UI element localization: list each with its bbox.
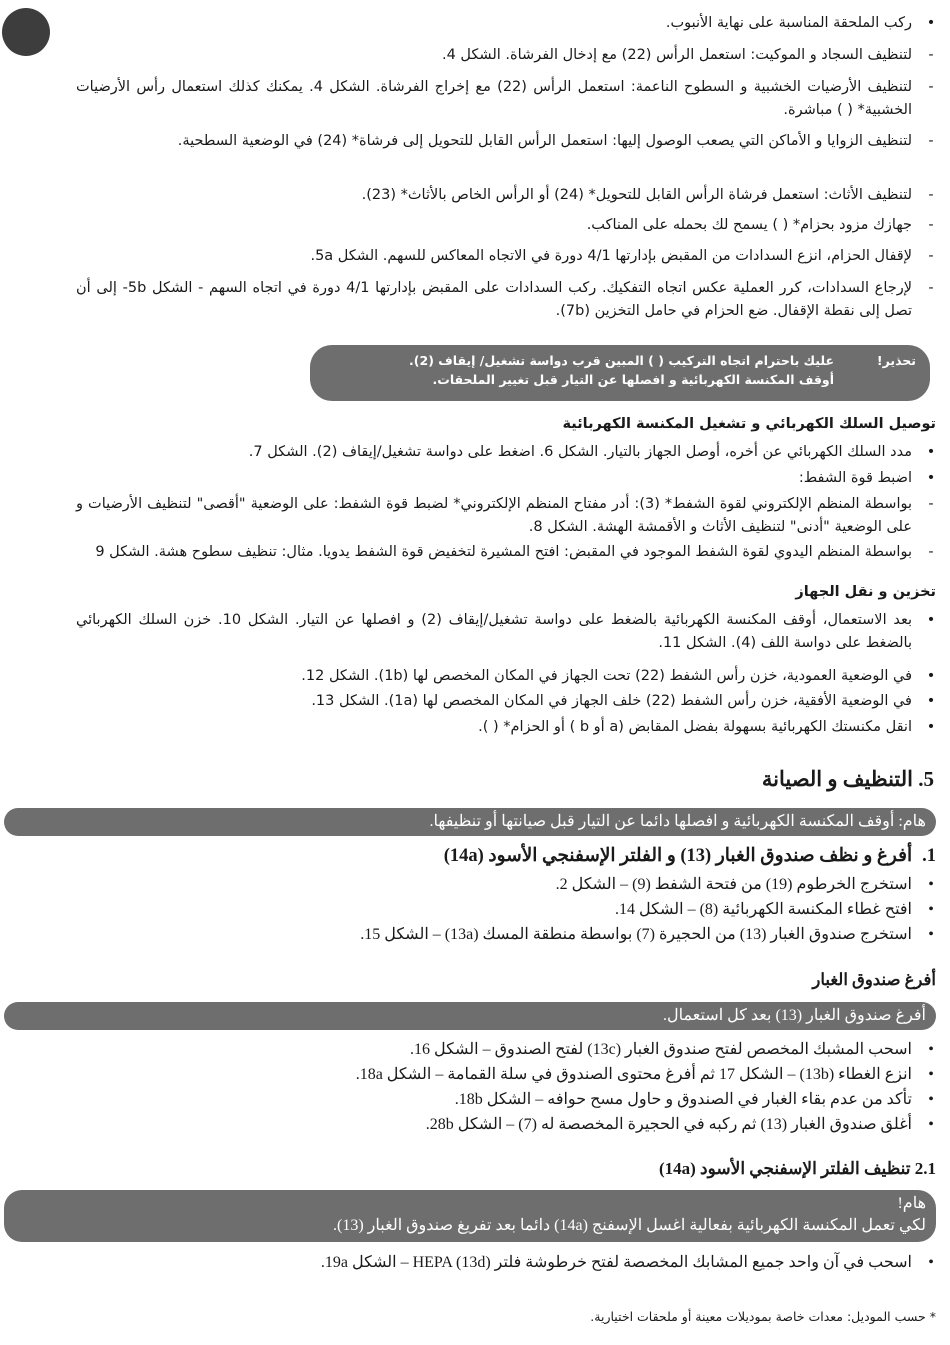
list-item: • انزع الغطاء (13b) – الشكل 17 ثم أفرغ محتوى الصندوق في سلة القمامة – الشكل 18a.	[355, 1066, 934, 1083]
list-item: • اسحب المشبك المخصص لفتح صندوق الغبار (13c) لفتح الصندوق – الشكل 16.	[410, 1041, 934, 1058]
list-item: - لتنظيف الأثاث: استعمل فرشاة الرأس القابل للتحويل* (24) أو الرأس الخاص بالأثاث* (23).	[361, 187, 934, 203]
list-item: - لتنظيف الأرضيات الخشبية و السطوح الناعمة: استعمل الرأس (22) مع إخراج الفرشاة. الشكل 4. يمكنك كذلك استعمال رأس الأرضيات الخشبية* ( ) مباشرة.	[76, 79, 934, 118]
list-item: • أغلق صندوق الغبار (13) ثم ركبه في الحجيرة المخصصة له (7) – الشكل 28b.	[425, 1116, 934, 1133]
list-item: - لتنظيف السجاد و الموكيت: استعمل الرأس (22) مع إدخال الفرشاة. الشكل 4.	[441, 47, 934, 63]
warning-label: تحذير!	[876, 353, 916, 368]
section-title-cleaning: 5. التنظيف و الصيانة	[761, 767, 934, 791]
list-item: • افتح غطاء المكنسة الكهربائية (8) – الشكل 14.	[615, 901, 934, 918]
section-heading-power: توصيل السلك الكهربائي و تشغيل المكنسة الكهربائية	[562, 416, 936, 432]
step21-heading: 2.1 تنظيف الفلتر الإسفنجي الأسود (14a)	[658, 1159, 936, 1178]
list-item: - لإقفال الحزام، انزع السدادات من المقبض بإدارتها 4/1 دورة في الاتجاه المعاكس للسهم. الشكل 5a.	[310, 248, 934, 264]
list-item: • مدد السلك الكهربائي عن أخره، أوصل الجهاز بالتيار. الشكل 6. اضغط على دواسة تشغيل/إيقاف (2). الشكل 7.	[248, 444, 936, 460]
list-item: • اضبط قوة الشفط:	[798, 470, 936, 486]
important-banner: هام: أوقف المكنسة الكهربائية و افصلها دائما عن التيار قبل صيانتها أو تنظيفها.	[4, 808, 936, 836]
empty-dustbox-heading: أفرغ صندوق الغبار	[812, 970, 936, 989]
list-item: - لتنظيف الزوايا و الأماكن التي يصعب الوصول إليها: استعمل الرأس القابل للتحويل إلى فرشاة* (24) في الوضعية السطحية.	[177, 133, 934, 149]
section-heading-storage: تخزين و نقل الجهاز	[795, 584, 936, 600]
list-item: - بواسطة المنظم اليدوي لقوة الشفط الموجود في المقبض: افتح المشيرة لتخفيض قوة الشفط يدويا. مثال: تنظيف سطوح هشة. الشكل 9	[95, 544, 934, 560]
list-item: - بواسطة المنظم الإلكتروني لقوة الشفط* (3): أدر مفتاح المنظم الإلكتروني* لضبط قوة الشفط: على الوضعية "أقصى" لتنظيف الأرضيات و على الوضعية "أدنى" لتنظيف الأثاث و الأقمشة الهشة. الشكل 8.	[76, 496, 934, 535]
list-item: - لإرجاع السدادات، كرر العملية عكس اتجاه التفكيك. ركب السدادات على المقبض بإدارتها 4/1 دورة في اتجاه السهم - الشكل 5b- إلى أن تصل إلى نقطة الإقفال. ضع الحزام في حامل التخزين (7b).	[76, 280, 934, 319]
list-item: • استخرج صندوق الغبار (13) من الحجيرة (7) بواسطة منطقة المسك (13a) – الشكل 15.	[360, 926, 934, 943]
list-item: - جهازك مزود بحزام* ( ) يسمح لك بحمله على المناكب.	[586, 217, 934, 233]
list-item: • اسحب في آن واحد جميع المشابك المخصصة لفتح خرطوشة فلتر HEPA (13d) – الشكل 19a.	[320, 1254, 934, 1271]
step21-important-text: لكي تعمل المكنسة الكهربائية بفعالية اغسل الإسفنج (14a) دائما بعد تفريغ صندوق الغبار (13).	[333, 1217, 926, 1234]
step1-number: 1.	[922, 846, 936, 866]
footnote: * حسب الموديل: معدات خاصة بموديلات معينة أو ملحقات اختيارية.	[590, 1309, 936, 1324]
list-item: • في الوضعية العمودية، خزن رأس الشفط (22) تحت الجهاز في المكان المخصص لها (1b). الشكل 12.	[301, 668, 936, 684]
warning-line: عليك باحترام اتجاه التركيب ( ) المبين قرب دواسة تشغيل/ إيقاف (2).	[409, 353, 834, 368]
step1-heading	[444, 845, 936, 867]
step21-important-label: هام!	[897, 1195, 926, 1212]
page-marker-dot	[2, 8, 50, 56]
list-item: • في الوضعية الأفقية، خزن رأس الشفط (22) خلف الجهاز في المكان المخصص لها (1a). الشكل 13.	[311, 693, 936, 709]
empty-dustbox-note: أفرغ صندوق الغبار (13) بعد كل استعمال.	[4, 1002, 936, 1030]
step1-title: أفرغ و نظف صندوق الغبار (13) و الفلتر الإسفنجي الأسود (14a)	[443, 846, 913, 866]
list-item: • انقل مكنستك الكهربائية بسهولة بفضل المقابض (a أو b ) أو الحزام* ( ).	[478, 719, 936, 735]
list-item: • تأكد من عدم بقاء الغبار في الصندوق و حاول مسح حوافه – الشكل 18b.	[454, 1091, 934, 1108]
step21-important-box	[4, 1190, 936, 1242]
warning-box	[310, 345, 930, 401]
list-item: • ركب الملحقة المناسبة على نهاية الأنبوب.	[665, 15, 936, 31]
list-item: • استخرج الخرطوم (19) من فتحة الشفط (9) – الشكل 2.	[555, 876, 934, 893]
list-item: • بعد الاستعمال، أوقف المكنسة الكهربائية بالضغط على دواسة تشغيل/إيقاف (2) و افصلها عن التيار. الشكل 10. خزن السلك الكهربائي بالضغط على دواسة اللف (4). الشكل 11.	[76, 612, 936, 651]
warning-line: أوقف المكنسة الكهربائية و افصلها عن التيار قبل تغيير الملحقات.	[432, 372, 834, 387]
